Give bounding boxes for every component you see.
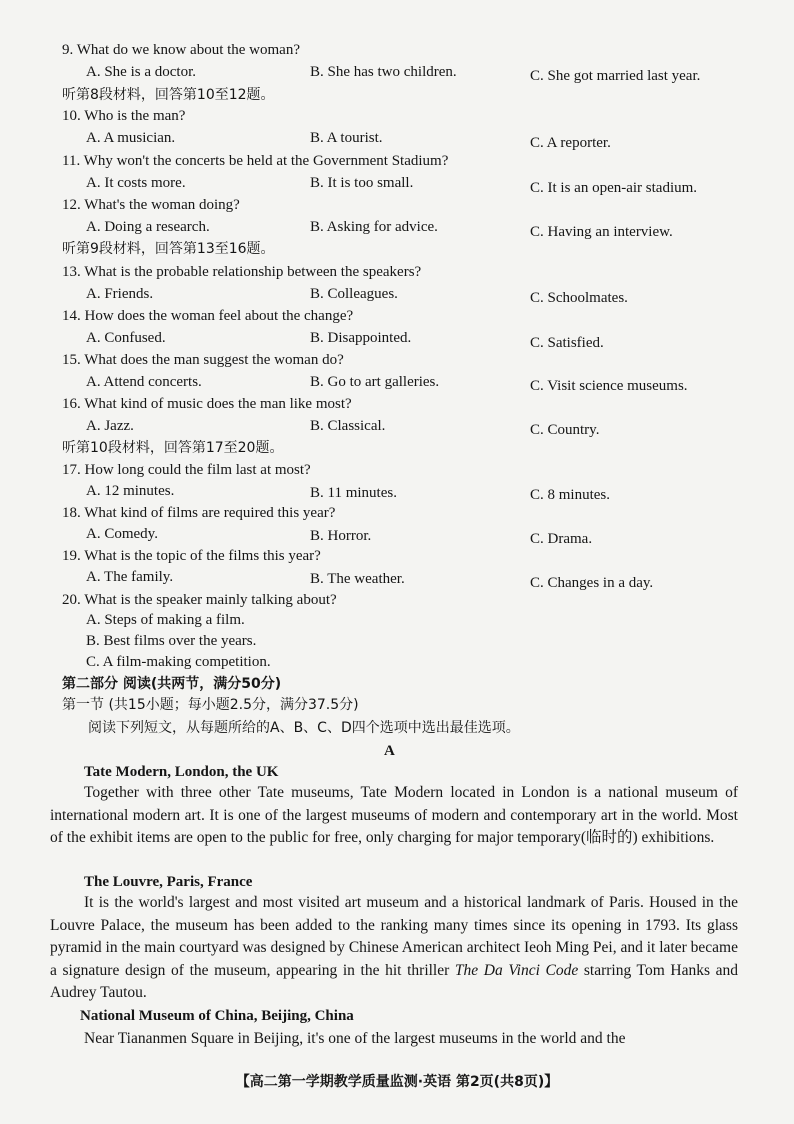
material-10-instruction: 听第10段材料，回答第17至20题。 xyxy=(62,440,284,456)
question-19: 19. What is the topic of the films this year? xyxy=(62,548,321,564)
passage-label: A xyxy=(384,743,395,759)
q18-option-a: A. Comedy. xyxy=(86,526,158,542)
heading-tate-modern: Tate Modern, London, the UK xyxy=(84,764,279,780)
louvre-film-title: The Da Vinci Code xyxy=(454,961,579,979)
q17-option-b: B. 11 minutes. xyxy=(310,485,397,501)
heading-louvre: The Louvre, Paris, France xyxy=(84,874,253,890)
heading-national-museum: National Museum of China, Beijing, China xyxy=(80,1008,354,1024)
q9-option-a: A. She is a doctor. xyxy=(86,64,196,80)
reading-direction: 阅读下列短文，从每题所给的A、B、C、D四个选项中选出最佳选项。 xyxy=(88,720,520,736)
q14-option-b: B. Disappointed. xyxy=(310,330,412,346)
q10-option-b: B. A tourist. xyxy=(310,130,383,146)
material-9-instruction: 听第9段材料，回答第13至16题。 xyxy=(62,241,275,257)
louvre-text-1: It is the world's largest and most visited art museum and a historical landmark of Paris. Housed in the Louvre Palace, the museum has been added to the ranking many times since its opening in 1793. Its glass pyramid in the main courtyard was designed by Chinese American architect Ieoh Ming Pei, and it later became a signature design of the museum, appearing in the hit thriller xyxy=(50,894,738,979)
q15-option-b: B. Go to art galleries. xyxy=(310,374,440,390)
q13-option-a: A. Friends. xyxy=(86,286,154,302)
q15-option-a: A. Attend concerts. xyxy=(86,374,202,390)
q19-option-b: B. The weather. xyxy=(310,571,405,587)
q18-option-c: C. Drama. xyxy=(530,531,593,547)
question-20: 20. What is the speaker mainly talking about? xyxy=(62,592,337,608)
q9-option-c: C. She got married last year. xyxy=(530,68,701,84)
q12-option-c: C. Having an interview. xyxy=(530,224,673,240)
question-11: 11. Why won't the concerts be held at the Government Stadium? xyxy=(62,153,449,169)
q17-option-a: A. 12 minutes. xyxy=(86,483,175,499)
question-18: 18. What kind of films are required this year? xyxy=(62,505,336,521)
q15-option-c: C. Visit science museums. xyxy=(530,378,688,394)
q13-option-b: B. Colleagues. xyxy=(310,286,398,302)
q9-option-b: B. She has two children. xyxy=(310,64,457,80)
louvre-text-2: starring Tom Hanks and Audrey Tautou. xyxy=(50,961,738,1001)
q20-option-b: B. Best films over the years. xyxy=(86,633,257,649)
q10-option-a: A. A musician. xyxy=(86,130,176,146)
page-footer: 【高二第一学期教学质量监测·英语 第2页(共8页)】 xyxy=(235,1074,559,1090)
paragraph-louvre xyxy=(50,892,738,1005)
question-9: 9. What do we know about the woman? xyxy=(62,42,301,58)
q16-option-c: C. Country. xyxy=(530,422,600,438)
q16-option-b: B. Classical. xyxy=(310,418,386,434)
q12-option-a: A. Doing a research. xyxy=(86,219,210,235)
q11-option-c: C. It is an open-air stadium. xyxy=(530,180,698,196)
q19-option-c: C. Changes in a day. xyxy=(530,575,654,591)
question-13: 13. What is the probable relationship between the speakers? xyxy=(62,264,422,280)
question-17: 17. How long could the film last at most? xyxy=(62,462,311,478)
q13-option-c: C. Schoolmates. xyxy=(530,290,628,306)
question-14: 14. How does the woman feel about the change? xyxy=(62,308,354,324)
question-10: 10. Who is the man? xyxy=(62,108,186,124)
section1-title: 第一节 (共15小题；每小题2.5分，满分37.5分) xyxy=(62,697,359,713)
q20-option-a: A. Steps of making a film. xyxy=(86,612,245,628)
question-16: 16. What kind of music does the man like most? xyxy=(62,396,352,412)
q14-option-a: A. Confused. xyxy=(86,330,166,346)
q14-option-c: C. Satisfied. xyxy=(530,335,604,351)
q20-option-c: C. A film-making competition. xyxy=(86,654,271,670)
q10-option-c: C. A reporter. xyxy=(530,135,611,151)
question-12: 12. What's the woman doing? xyxy=(62,197,240,213)
q18-option-b: B. Horror. xyxy=(310,528,372,544)
part2-title: 第二部分 阅读(共两节，满分50分) xyxy=(62,676,282,692)
q12-option-b: B. Asking for advice. xyxy=(310,219,438,235)
paragraph-tate-modern: Together with three other Tate museums, Tate Modern located in London is a national museum of international modern art. It is one of the largest museums of modern and contemporary art in the world. Most of the exhibit items are open to the public for free, only charging for major temporary(临时的) exhibitions. xyxy=(50,784,738,846)
q16-option-a: A. Jazz. xyxy=(86,418,134,434)
q11-option-a: A. It costs more. xyxy=(86,175,186,191)
q11-option-b: B. It is too small. xyxy=(310,175,414,191)
q19-option-a: A. The family. xyxy=(86,569,174,585)
material-8-instruction: 听第8段材料，回答第10至12题。 xyxy=(62,87,275,103)
q17-option-c: C. 8 minutes. xyxy=(530,487,611,503)
question-15: 15. What does the man suggest the woman do? xyxy=(62,352,344,368)
paragraph-national-museum: Near Tiananmen Square in Beijing, it's one of the largest museums in the world and the xyxy=(84,1030,626,1047)
